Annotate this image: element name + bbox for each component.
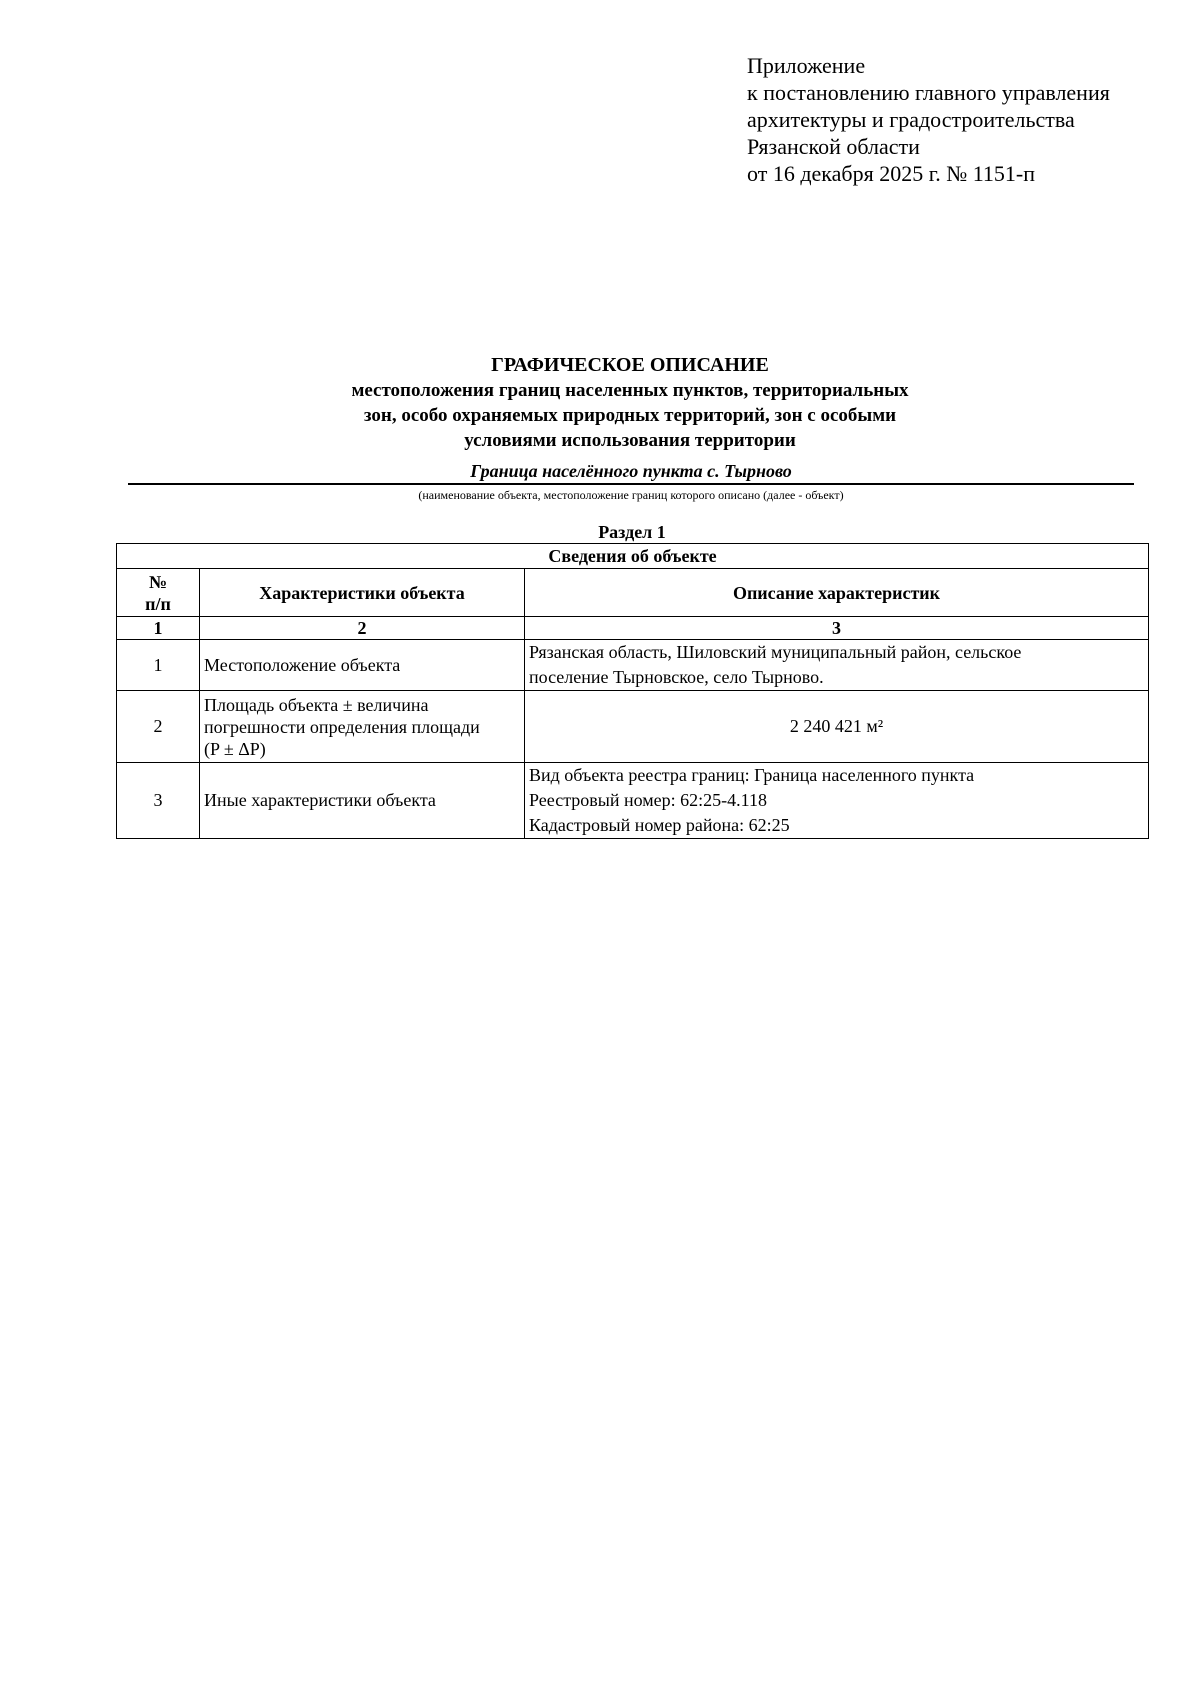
- row-number: 3: [117, 763, 200, 839]
- document-title: [0, 352, 1200, 453]
- section-title: Раздел 1: [598, 522, 666, 542]
- row-characteristic: [200, 763, 525, 839]
- appendix-line: Приложение: [747, 53, 866, 78]
- object-name-caption: (наименование объекта, местоположение границ которого описано (далее - объект): [418, 488, 844, 502]
- description-line: 2 240 421 м²: [789, 716, 884, 736]
- column-number-row: [117, 617, 1149, 640]
- row-characteristic: [200, 640, 525, 691]
- appendix-line: архитектуры и градостроительства: [747, 107, 1075, 132]
- description-line: Кадастровый номер района: 62:25: [529, 815, 790, 835]
- column-number: 1: [117, 617, 200, 640]
- appendix-line: от 16 декабря 2025 г. № 1151-п: [747, 161, 1036, 186]
- column-number: 3: [525, 617, 1149, 640]
- characteristic-line: Площадь объекта ± величина: [204, 694, 429, 715]
- header-characteristics: Характеристики объекта: [200, 569, 525, 617]
- row-number: 1: [117, 640, 200, 691]
- appendix-line: Рязанской области: [747, 134, 920, 159]
- row-number: 2: [117, 691, 200, 763]
- characteristic-line: Местоположение объекта: [204, 654, 401, 675]
- table-row: [117, 763, 1149, 839]
- header-description: Описание характеристик: [525, 569, 1149, 617]
- title-sub-line: условиями использования территории: [464, 430, 796, 451]
- characteristic-line: (P ± ΔP): [204, 738, 266, 759]
- header-number: [117, 569, 200, 617]
- description-line: поселение Тырновское, село Тырново.: [529, 667, 824, 687]
- header-number-line: п/п: [145, 593, 171, 614]
- table-row: [117, 640, 1149, 691]
- row-description: [525, 640, 1149, 691]
- row-description: [525, 763, 1149, 839]
- characteristic-line: погрешности определения площади: [204, 716, 480, 737]
- title-sub-line: местоположения границ населенных пунктов, территориальных: [351, 380, 909, 401]
- table-caption: Сведения об объекте: [117, 544, 1149, 569]
- table-row: [117, 691, 1149, 763]
- column-number: 2: [200, 617, 525, 640]
- description-line: Вид объекта реестра границ: Граница населенного пункта: [529, 765, 975, 785]
- description-line: Рязанская область, Шиловский муниципальный район, сельское: [529, 642, 1022, 662]
- row-characteristic: [200, 691, 525, 763]
- appendix-line: к постановлению главного управления: [747, 80, 1110, 105]
- table-caption-row: [117, 544, 1149, 569]
- object-name: Граница населённого пункта с. Тырново: [128, 459, 1134, 485]
- description-line: Реестровый номер: 62:25-4.118: [529, 790, 767, 810]
- row-description: [525, 691, 1149, 763]
- table-header-row: [117, 569, 1149, 617]
- characteristic-line: Иные характеристики объекта: [204, 790, 436, 810]
- header-number-line: №: [148, 571, 168, 592]
- title-main: ГРАФИЧЕСКОЕ ОПИСАНИЕ: [491, 354, 769, 376]
- title-sub-line: зон, особо охраняемых природных территорий, зон с особыми: [363, 405, 897, 426]
- object-info-table: [116, 543, 1149, 839]
- appendix-block: [747, 52, 1110, 187]
